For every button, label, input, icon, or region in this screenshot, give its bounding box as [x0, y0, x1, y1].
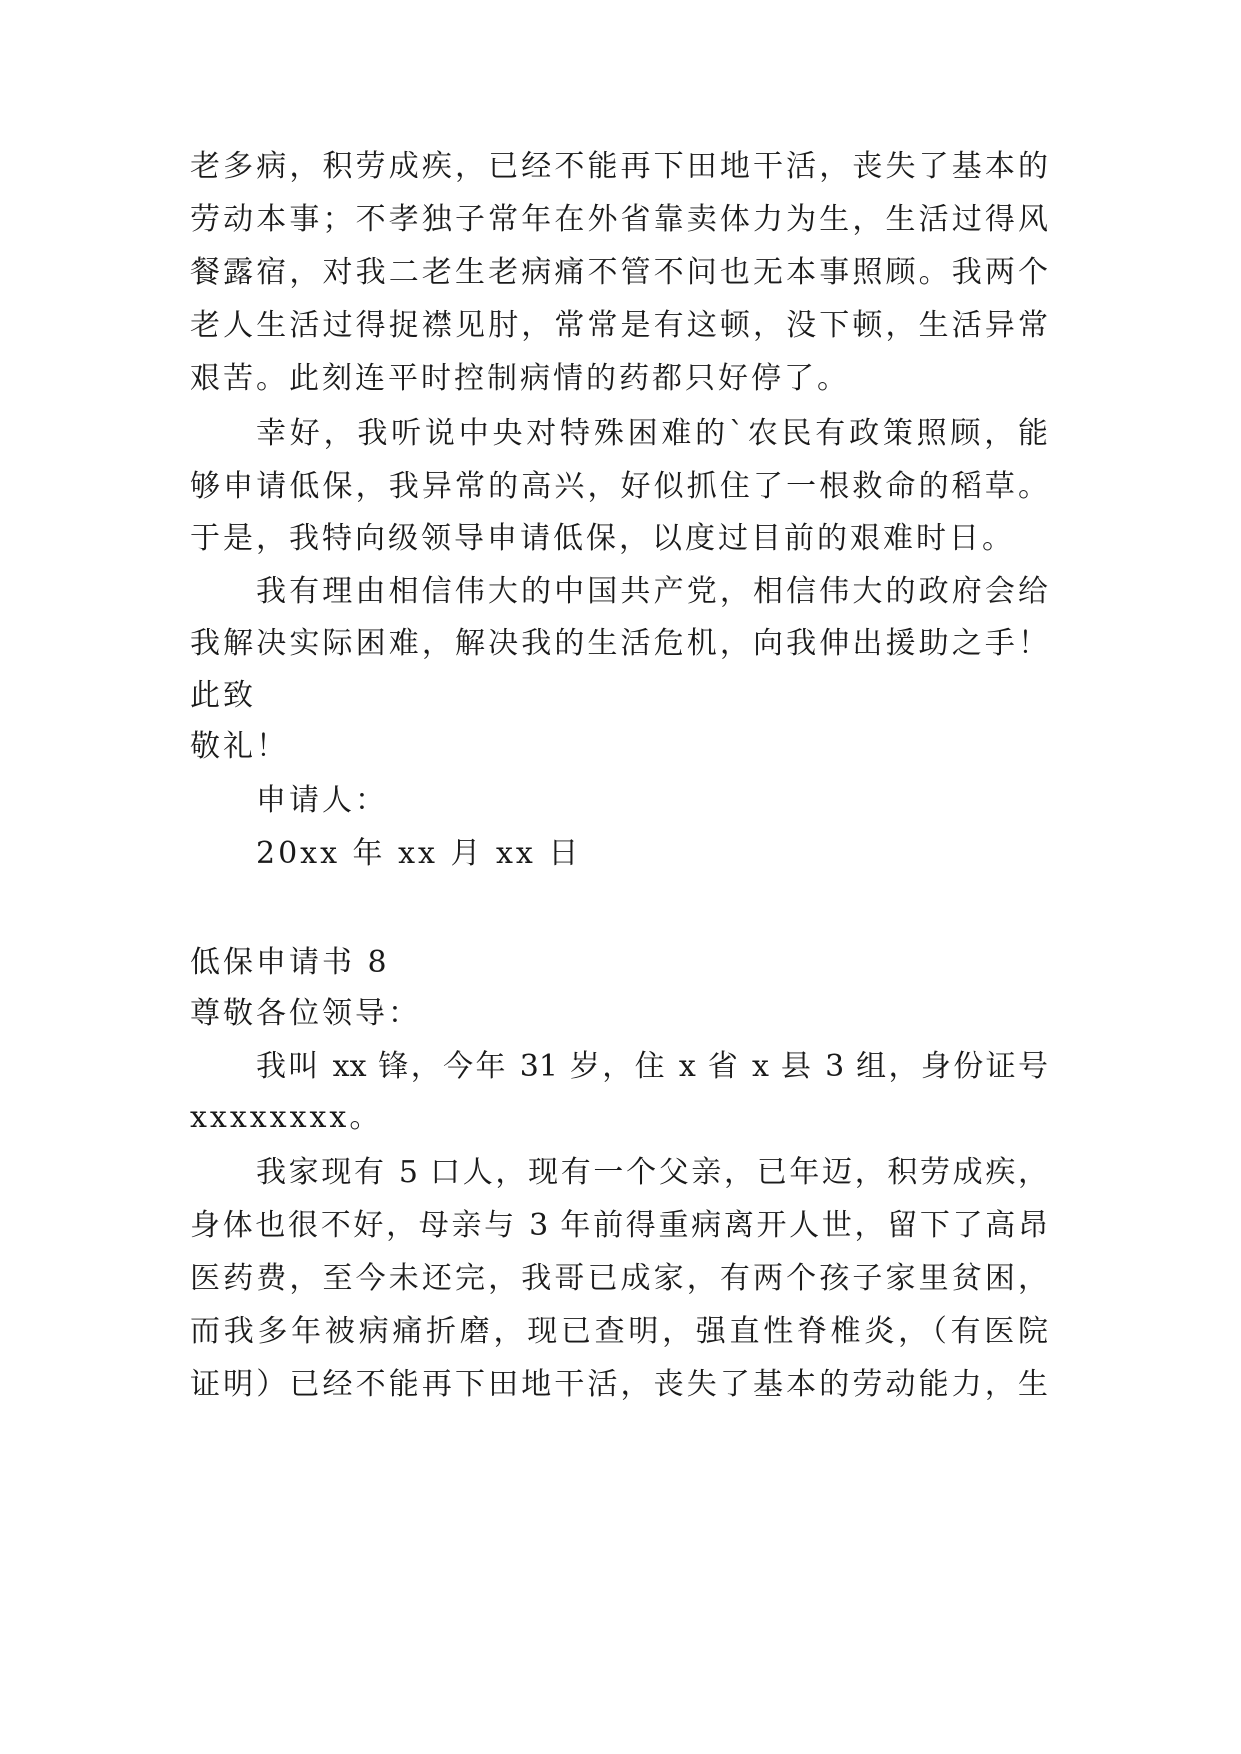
body-line-8: 于是，我特向级领导申请低保，以度过目前的艰难时日。 [190, 521, 1015, 556]
paragraph-start-trust: 我有理由相信伟大的中国共产党，相信伟大的政府会给 [256, 574, 1048, 609]
closing-cizhi: 此致 [190, 678, 256, 713]
date-line: 20xx 年 xx 月 xx 日 [256, 836, 582, 871]
body-line-22: 而我多年被病痛折磨，现已查明，强直性脊椎炎，（有医院 [190, 1314, 1048, 1349]
body-line-10: 我解决实际困难，解决我的生活危机，向我伸出援助之手！ [190, 626, 1048, 661]
paragraph-start-family: 我家现有 5 口人，现有一个父亲，已年迈，积劳成疾， [256, 1155, 1048, 1190]
body-line-20: 身体也很不好，母亲与 3 年前得重病离开人世，留下了高昂 [190, 1208, 1048, 1243]
body-line-23: 证明）已经不能再下田地干活，丧失了基本的劳动能力，生 [190, 1367, 1048, 1402]
body-line-7: 够申请低保，我异常的高兴，好似抓住了一根救命的稻草。 [190, 469, 1048, 504]
body-line-2: 劳动本事；不孝独子常年在外省靠卖体力为生，生活过得风 [190, 202, 1048, 237]
section-title: 低保申请书 8 [190, 945, 390, 980]
paragraph-start-intro: 我叫 xx 锋，今年 31 岁，住 x 省 x 县 3 组，身份证号 [256, 1049, 1048, 1084]
body-line-1: 老多病，积劳成疾，已经不能再下田地干活，丧失了基本的 [190, 149, 1048, 184]
body-line-21: 医药费，至今未还完，我哥已成家，有两个孩子家里贫困， [190, 1261, 1048, 1296]
body-line-5: 艰苦。此刻连平时控制病情的药都只好停了。 [190, 361, 850, 396]
paragraph-start-fortunately: 幸好，我听说中央对特殊困难的`农民有政策照顾，能 [256, 416, 1048, 451]
applicant-label: 申请人： [256, 783, 388, 818]
body-line-3: 餐露宿，对我二老生老病痛不管不问也无本事照顾。我两个 [190, 255, 1048, 290]
closing-jingli: 敬礼！ [190, 729, 289, 764]
id-number-line: xxxxxxxx。 [190, 1100, 383, 1135]
salutation: 尊敬各位领导： [190, 996, 421, 1031]
body-line-4: 老人生活过得捉襟见肘，常常是有这顿，没下顿，生活异常 [190, 308, 1048, 343]
